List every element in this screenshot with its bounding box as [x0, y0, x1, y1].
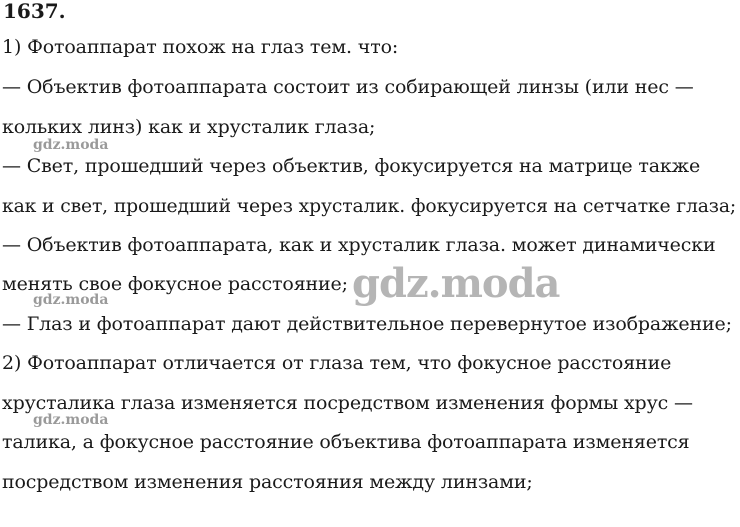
watermark-small-1: gdz.moda	[33, 137, 109, 153]
text-line-2: — Объектив фотоаппарата состоит из собирающей линзы (или нес —	[2, 76, 694, 98]
text-line-11: талика, а фокусное расстояние объектива фотоаппарата изменяется	[2, 431, 690, 453]
watermark-small-2: gdz.moda	[33, 292, 109, 308]
text-line-3: кольких линз) как и хрусталик глаза;	[2, 116, 376, 138]
text-line-10: хрусталика глаза изменяется посредством изменения формы хрус —	[2, 392, 693, 414]
text-line-5: как и свет, прошедший через хрусталик. фокусируется на сетчатке глаза;	[2, 195, 737, 217]
text-line-7: менять свое фокусное расстояние;	[2, 273, 348, 295]
text-line-4: — Свет, прошедший через объектив, фокусируется на матрице также	[2, 155, 701, 177]
text-line-12: посредством изменения расстояния между линзами;	[2, 471, 533, 493]
watermark-small-3: gdz.moda	[33, 412, 109, 428]
text-line-6: — Объектив фотоаппарата, как и хрусталик глаза. может динамически	[2, 234, 716, 256]
text-line-8: — Глаз и фотоаппарат дают действительное перевернутое изображение;	[2, 313, 732, 335]
task-number: 1637.	[3, 0, 66, 23]
text-line-9: 2) Фотоаппарат отличается от глаза тем, что фокусное расстояние	[2, 352, 672, 374]
watermark-large: gdz.moda	[352, 260, 560, 307]
text-line-1: 1) Фотоаппарат похож на глаз тем. что:	[2, 36, 399, 58]
